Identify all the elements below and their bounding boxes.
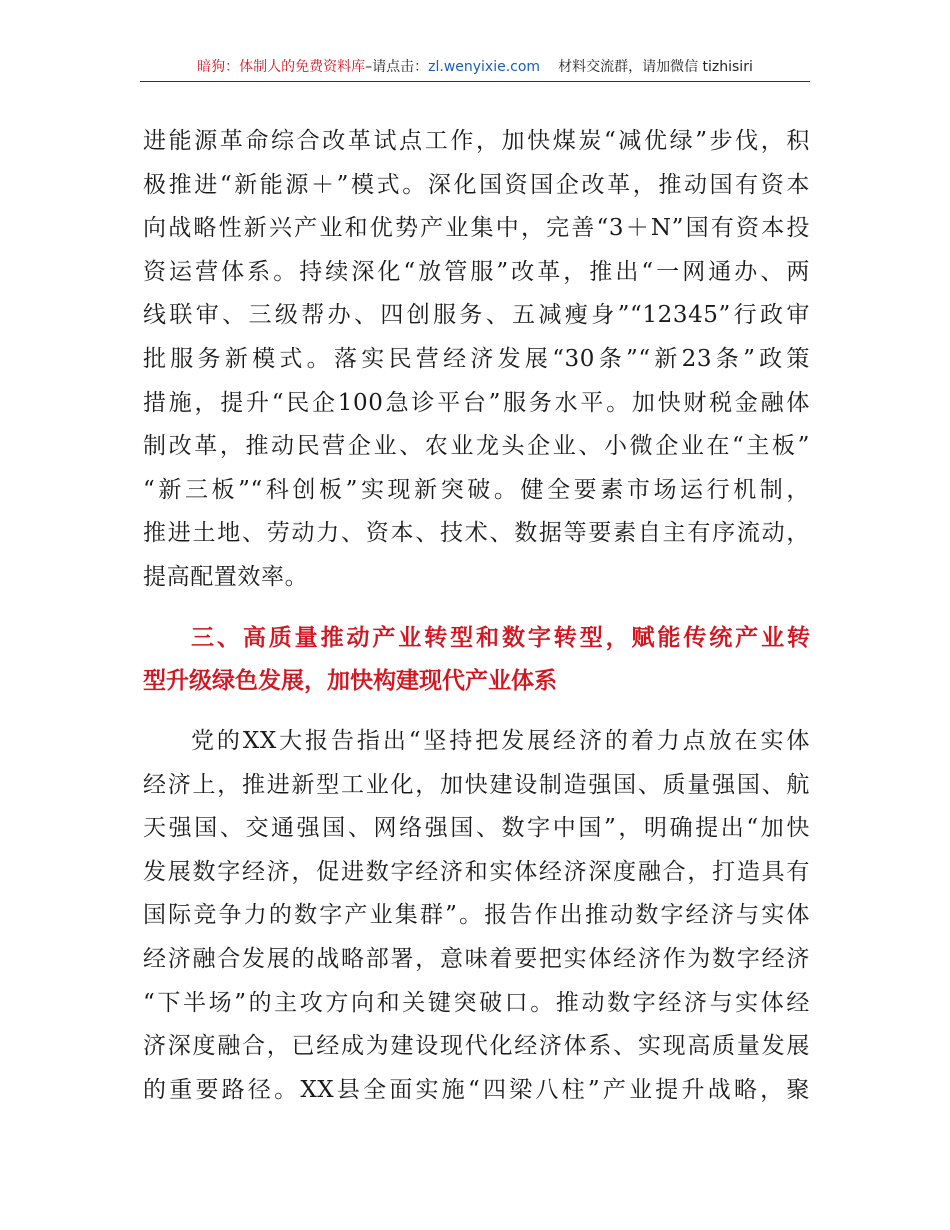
text-line: 推进土地、劳动力、资本、技术、数据等要素自主有序流动， (143, 520, 810, 547)
text-line: 制改革，推动民营企业、农业龙头企业、小微企业在“主板” (143, 433, 810, 460)
text-line: 批服务新模式。落实民营经济发展“30条”“新23条”政策 (143, 345, 810, 372)
text-line: 经济上，推进新型工业化，加快建设制造强国、质量强国、航 (143, 771, 810, 798)
header-brand: 暗狗：体制人的免费资料库 (197, 59, 366, 75)
text-line: 线联审、三级帮办、四创服务、五减瘦身”“12345”行政审 (143, 302, 810, 329)
text-line: 向战略性新兴产业和优势产业集中，完善“3＋N”国有资本投 (143, 215, 810, 242)
heading-line: 三、高质量推动产业转型和数字转型，赋能传统产业转 (191, 625, 810, 651)
text-line: 提高配置效率。 (143, 563, 309, 590)
text-line: 经济融合发展的战略部署，意味着要把实体经济作为数字经济 (143, 945, 810, 972)
header-url-link[interactable]: zl.wenyixie.com (428, 59, 541, 75)
text-line: 党的XX大报告指出“坚持把发展经济的着力点放在实体 (191, 728, 810, 754)
paragraph-digital (143, 720, 810, 1112)
text-line: 极推进“新能源＋”模式。深化国资国企改革，推动国有资本 (143, 171, 810, 198)
heading-line: 型升级绿色发展，加快构建现代产业体系 (143, 668, 557, 694)
text-line: “下半场”的主攻方向和关键突破口。推动数字经济与实体经 (143, 989, 810, 1016)
text-line: 措施，提升“民企100急诊平台”服务水平。加快财税金融体 (143, 389, 810, 416)
section-heading (143, 617, 810, 703)
text-line: 的重要路径。XX县全面实施“四梁八柱”产业提升战略，聚 (143, 1076, 810, 1103)
text-line: 天强国、交通强国、网络强国、数字中国”，明确提出“加快 (143, 815, 810, 842)
page-header (140, 57, 810, 82)
header-contact: 材料交流群，请加微信 tizhisiri (558, 59, 753, 75)
text-line: 进能源革命综合改革试点工作，加快煤炭“减优绿”步伐，积 (143, 128, 810, 154)
text-line: 资运营体系。持续深化“放管服”改革，推出“一网通办、两 (143, 258, 810, 285)
header-prompt: –请点击： (365, 59, 429, 75)
paragraph-reform (143, 120, 810, 600)
text-line: 发展数字经济，促进数字经济和实体经济深度融合，打造具有 (143, 858, 810, 885)
text-line: 济深度融合，已经成为建设现代化经济体系、实现高质量发展 (143, 1033, 810, 1060)
text-line: “新三板”“科创板”实现新突破。健全要素市场运行机制， (143, 476, 810, 503)
text-line: 国际竞争力的数字产业集群”。报告作出推动数字经济与实体 (143, 902, 810, 929)
